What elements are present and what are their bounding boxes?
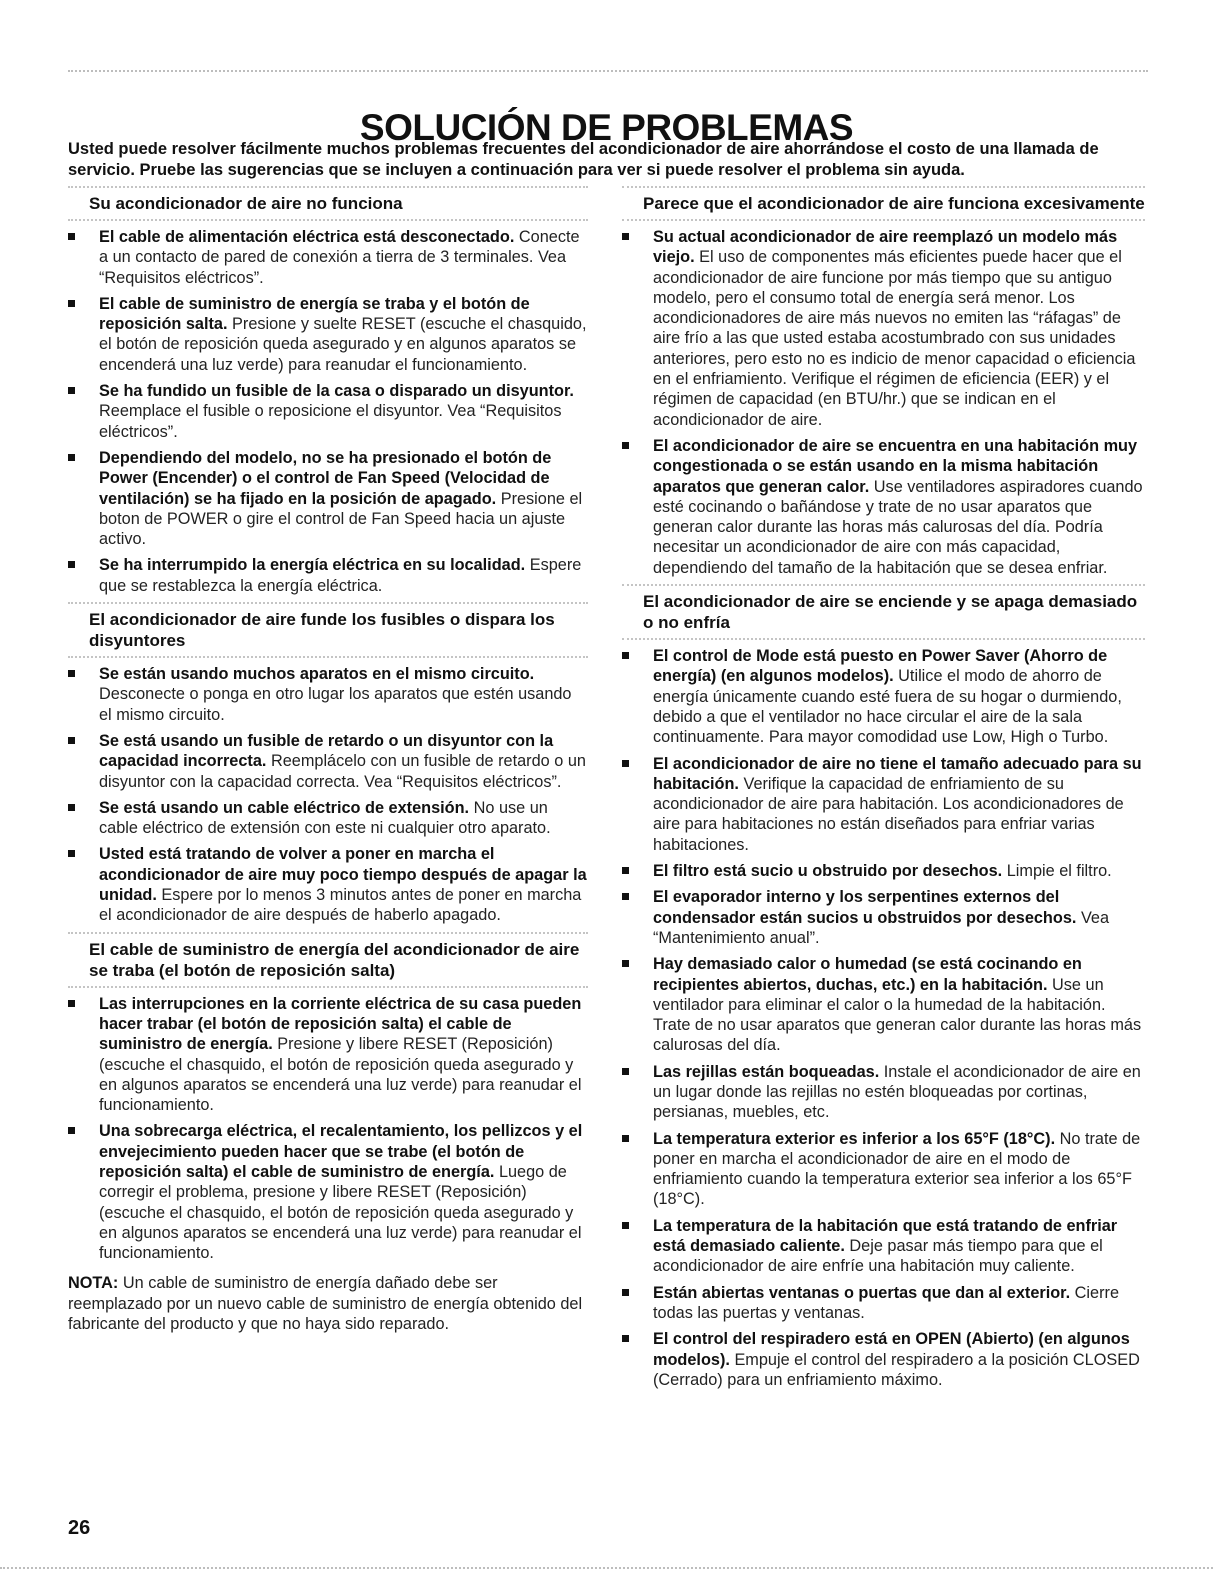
- problem-list: [68, 994, 588, 1270]
- bullet-icon: [622, 760, 629, 767]
- section-divider: [68, 986, 588, 988]
- list-item: Se está usando un fusible de retardo o un disyuntor con la capacidad incorrecta. Reemplácelo con un fusible de retardo o un disyuntor con la capacidad correcta. Vea “Requisitos eléctricos”.: [68, 731, 588, 792]
- list-item: Se está usando un cable eléctrico de extensión. No use un cable eléctrico de extensión con este ni cualquier otro aparato.: [68, 798, 588, 839]
- list-item: Se están usando muchos aparatos en el mismo circuito. Desconecte o ponga en otro lugar los aparatos que estén usando el mismo circuito.: [68, 664, 588, 725]
- section-heading: El acondicionador de aire se enciende y se apaga demasiado o no enfría: [643, 592, 1138, 633]
- bullet-icon: [622, 233, 629, 240]
- list-item: El acondicionador de aire se encuentra en una habitación muy congestionada o se están usando en la misma habitación aparatos que generan calor. Use ventiladores aspiradores cuando esté cocinando o bañándose y trate de no usar aparatos que generan calor durante las horas más calurosas del día. Podría necesitar un acondicionador de aire con más capacidad, dependiendo del tamaño de la habitación que se desea enfriar.: [622, 436, 1145, 578]
- list-item: Las rejillas están boqueadas. Instale el acondicionador de aire en un lugar donde las rejillas no estén bloqueadas por cortinas, persianas, muebles, etc.: [622, 1062, 1145, 1123]
- note-text: Un cable de suministro de energía dañado debe ser reemplazado por un nuevo cable de suministro de energía obtenido del fabricante del producto y que no haya sido reparado.: [68, 1274, 583, 1334]
- page-title: SOLUCIÓN DE PROBLEMAS: [359, 106, 854, 148]
- list-item: Se ha fundido un fusible de la casa o disparado un disyuntor. Reemplace el fusible o reposicione el disyuntor. Vea “Requisitos eléctricos”.: [68, 381, 588, 442]
- list-item: Dependiendo del modelo, no se ha presionado el botón de Power (Encender) o el control de Fan Speed (Velocidad de ventilación) se ha fijado en la posición de apagado. Presione el boton de POWER o gire el control de Fan Speed hacia un ajuste activo.: [68, 448, 588, 549]
- problem-list: [68, 227, 588, 602]
- section-divider: [622, 638, 1145, 640]
- note-paragraph: [68, 1273, 588, 1334]
- bullet-icon: [68, 850, 75, 857]
- list-item: El cable de alimentación eléctrica está desconectado. Conecte a un contacto de pared de conexión a tierra de 3 terminales. Vea “Requisitos eléctricos”.: [68, 227, 588, 288]
- bullet-icon: [622, 1335, 629, 1342]
- bullet-icon: [68, 670, 75, 677]
- intro-paragraph: Usted puede resolver fácilmente muchos problemas frecuentes del acondicionador de aire ahorrándose el costo de una llamada de servicio. Pruebe las sugerencias que se incluyen a continuación para ver si puede resolver el problema sin ayuda.: [68, 140, 1099, 179]
- bullet-icon: [68, 1127, 75, 1134]
- bullet-icon: [622, 442, 629, 449]
- bullet-icon: [622, 1068, 629, 1075]
- bullet-icon: [622, 652, 629, 659]
- bullet-icon: [68, 1000, 75, 1007]
- page-number: 26: [68, 1517, 91, 1539]
- list-item: El control de Mode está puesto en Power Saver (Ahorro de energía) (en algunos modelos). Utilice el modo de ahorro de energía únicamente cuando esté fuera de su hogar o durmiendo, debido a que el ventilador no hace circular el aire de la sala continuamente. Para mayor comodidad use Low, High o Turbo.: [622, 646, 1145, 747]
- section-divider: [68, 219, 588, 221]
- right-column: [622, 186, 1145, 1396]
- bullet-icon: [622, 960, 629, 967]
- list-item: La temperatura exterior es inferior a los 65°F (18°C). No trate de poner en marcha el acondicionador de aire en el modo de enfriamiento cuando la temperatura exterior sea inferior a los 65°F (18°C).: [622, 1129, 1145, 1210]
- list-item: El control del respiradero está en OPEN (Abierto) (en algunos modelos). Empuje el control del respiradero a la posición CLOSED (Cerrado) para un enfriamiento máximo.: [622, 1329, 1145, 1390]
- bullet-icon: [68, 233, 75, 240]
- bullet-icon: [622, 1222, 629, 1229]
- list-item: Su actual acondicionador de aire reemplazó un modelo más viejo. El uso de componentes más eficientes puede hacer que el acondicionador de aire funcione por más tiempo que su antiguo modelo, pero el consumo total de energía será menor. Los acondicionadores de aire más nuevos no emiten las “ráfagas” de aire frío a las que usted estaba acostumbrado con sus unidades anteriores, pero esto no es indicio de menor capacidad o eficiencia en el enfriamiento. Verifique el régimen de eficiencia (EER) y el régimen de capacidad (en BTU/hr.) que se indican en el acondicionador de aire.: [622, 227, 1145, 430]
- left-column: [68, 186, 588, 1334]
- problem-list: [68, 664, 588, 932]
- list-item: Se ha interrumpido la energía eléctrica en su localidad. Espere que se restablezca la energía eléctrica.: [68, 555, 588, 596]
- list-item: Las interrupciones en la corriente eléctrica de su casa pueden hacer trabar (el botón de reposición salta) el cable de suministro de energía. Presione y libere RESET (Reposición) (escuche el chasquido, el botón de reposición queda asegurado y en algunos aparatos se encenderá una luz verde) para reanudar el funcionamiento.: [68, 994, 588, 1116]
- section-heading: El acondicionador de aire funde los fusibles o dispara los disyuntores: [89, 610, 555, 651]
- list-item: La temperatura de la habitación que está tratando de enfriar está demasiado caliente. Deje pasar más tiempo para que el acondicionador de aire enfríe una habitación muy caliente.: [622, 1216, 1145, 1277]
- bottom-divider: [0, 1567, 1213, 1569]
- list-item: El acondicionador de aire no tiene el tamaño adecuado para su habitación. Verifique la capacidad de enfriamiento de su acondicionador de aire para habitación. Los acondicionadores de aire para habitaciones no están diseñados para enfriar varias habitaciones.: [622, 754, 1145, 855]
- bullet-icon: [68, 737, 75, 744]
- bullet-icon: [68, 804, 75, 811]
- top-divider: [68, 70, 1148, 72]
- bullet-icon: [68, 454, 75, 461]
- bullet-icon: [68, 387, 75, 394]
- problem-list: [622, 227, 1145, 584]
- list-item: El filtro está sucio u obstruido por desechos. Limpie el filtro.: [622, 861, 1145, 881]
- section-heading: Su acondicionador de aire no funciona: [89, 194, 403, 213]
- problem-list: [622, 646, 1145, 1396]
- bullet-icon: [622, 1135, 629, 1142]
- bullet-icon: [622, 1289, 629, 1296]
- section-heading: El cable de suministro de energía del acondicionador de aire se traba (el botón de reposición salta): [89, 939, 580, 980]
- list-item: Usted está tratando de volver a poner en marcha el acondicionador de aire muy poco tiempo después de apagar la unidad. Espere por lo menos 3 minutos antes de poner en marcha el acondicionador de aire después de haberlo apagado.: [68, 844, 588, 925]
- list-item: El cable de suministro de energía se traba y el botón de reposición salta. Presione y suelte RESET (escuche el chasquido, el botón de reposición queda asegurado y en algunos aparatos se encenderá una luz verde) para reanudar el funcionamiento.: [68, 294, 588, 375]
- note-label: NOTA:: [68, 1274, 119, 1293]
- section-heading: Parece que el acondicionador de aire funciona excesivamente: [643, 194, 1145, 213]
- list-item: Una sobrecarga eléctrica, el recalentamiento, los pellizcos y el envejecimiento pueden hacer que se trabe (el botón de reposición salta) el cable de suministro de energía. Luego de corregir el problema, presione y libere RESET (Reposición) (escuche el chasquido, el botón de reposición queda asegurado y en algunos aparatos se encenderá una luz verde) para reanudar el funcionamiento.: [68, 1121, 588, 1263]
- list-item: El evaporador interno y los serpentines externos del condensador están sucios u obstruidos por desechos. Vea “Mantenimiento anual”.: [622, 887, 1145, 948]
- bullet-icon: [68, 300, 75, 307]
- list-item: Están abiertas ventanas o puertas que dan al exterior. Cierre todas las puertas y ventanas.: [622, 1283, 1145, 1324]
- bullet-icon: [622, 867, 629, 874]
- list-item: Hay demasiado calor o humedad (se está cocinando en recipientes abiertos, duchas, etc.) en la habitación. Use un ventilador para eliminar el calor o la humedad de la habitación. Trate de no usar aparatos que generan calor durante las horas más calurosas del día.: [622, 954, 1145, 1055]
- section-divider: [622, 219, 1145, 221]
- bullet-icon: [68, 561, 75, 568]
- bullet-icon: [622, 893, 629, 900]
- section-divider: [68, 656, 588, 658]
